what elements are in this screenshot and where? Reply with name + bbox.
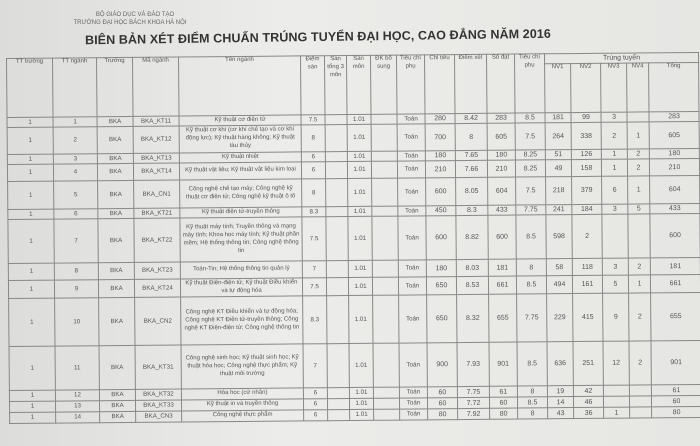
table-cell: 605	[649, 122, 699, 149]
table-cell: 161	[572, 276, 602, 294]
table-cell: 600	[426, 216, 456, 260]
table-cell: 8.53	[456, 277, 488, 295]
table-cell: 8	[302, 179, 326, 207]
table-cell: 126	[571, 149, 601, 159]
table-cell: 433	[650, 204, 700, 215]
table-cell: 1	[9, 298, 55, 346]
table-row	[9, 293, 700, 347]
table-cell: 251	[573, 342, 603, 386]
table-cell: 49	[545, 160, 571, 177]
table-cell: 1	[7, 164, 53, 181]
table-cell	[372, 216, 398, 260]
table-cell: 60	[427, 398, 457, 409]
table-cell: 1	[627, 122, 649, 149]
table-cell: 241	[546, 205, 572, 215]
table-cell	[629, 396, 651, 407]
table-cell: 210	[487, 160, 515, 177]
table-cell: 661	[650, 275, 700, 293]
table-cell: 8	[301, 125, 325, 152]
table-cell	[372, 206, 398, 216]
major-name-cell: Kỹ thuật Điện-điện tử; Kỹ thuật Điều khiển và tự động hóa	[180, 278, 302, 297]
table-cell: 1.01	[348, 278, 372, 296]
table-cell: 1	[9, 346, 55, 390]
table-cell: 7.66	[455, 161, 487, 178]
table-cell: Toán	[399, 387, 427, 398]
table-cell: 80	[428, 409, 458, 420]
table-cell	[328, 410, 350, 421]
table-cell	[327, 296, 349, 344]
table-cell: 7	[302, 261, 326, 278]
table-cell: BKA_KT22	[134, 218, 180, 262]
column-header: Sàn môn	[346, 55, 371, 114]
table-cell: BKA_KT33	[135, 400, 181, 411]
table-cell: 180	[426, 260, 456, 277]
table-cell	[326, 261, 348, 278]
table-cell: BKA	[98, 209, 134, 219]
table-cell: 1.01	[349, 399, 373, 410]
table-cell: 3	[53, 154, 97, 164]
table-cell: Toán	[397, 124, 425, 151]
table-cell: 2	[627, 159, 649, 176]
table-cell: 210	[649, 159, 699, 176]
table-cell: 8.3	[302, 207, 326, 217]
university-name: TRƯỜNG ĐẠI HỌC BÁCH KHOA HÀ NỘI	[73, 20, 187, 26]
table-cell	[371, 161, 397, 178]
table-cell: 7.72	[457, 398, 489, 409]
table-cell: 181	[488, 259, 516, 276]
table-cell	[373, 343, 399, 387]
table-cell: 7.93	[457, 343, 489, 387]
table-cell: 7.5	[301, 115, 325, 125]
column-header: TT trường	[7, 58, 54, 117]
table-cell: BKA_KT32	[135, 389, 181, 400]
table-cell: Toán	[399, 343, 427, 387]
table-cell: BKA	[97, 127, 133, 154]
table-cell: 36	[574, 408, 604, 419]
table-cell: BKA	[98, 181, 134, 209]
table-cell: Toán	[398, 277, 426, 295]
table-header	[7, 52, 700, 117]
column-header: Sàn tổng 3 môn	[324, 56, 347, 115]
table-cell: 8.5	[517, 342, 547, 386]
table-cell: BKA	[100, 412, 136, 423]
table-body	[7, 112, 700, 424]
table-cell: 8.5	[515, 113, 545, 123]
table-cell: 494	[546, 276, 572, 294]
table-cell: 1.01	[347, 162, 371, 179]
table-cell: 2	[572, 215, 602, 259]
column-header: ĐK bổ sung	[370, 55, 397, 114]
table-cell: 8	[517, 386, 547, 397]
table-cell: 1	[601, 159, 627, 176]
major-name-cell: Kỹ thuật nhiệt	[179, 152, 301, 163]
table-cell: 8	[516, 259, 546, 276]
table-cell: 99	[571, 112, 601, 122]
table-cell: 7.5	[302, 217, 326, 261]
table-cell: 2	[629, 293, 651, 341]
table-cell: BKA	[99, 401, 135, 412]
table-cell: Toán	[398, 260, 426, 277]
table-cell: 7.5	[515, 123, 545, 150]
major-name-cell: Kỹ thuật in và truyền thông	[181, 399, 303, 411]
table-cell: BKA_KT24	[134, 279, 180, 297]
table-cell: BKA_KT23	[134, 262, 180, 279]
sub-column-header: NV1	[545, 64, 571, 113]
table-cell: 901	[489, 342, 517, 386]
table-cell: BKA_KT14	[133, 163, 179, 180]
table-cell: 6	[54, 209, 98, 219]
table-cell: 600	[650, 214, 700, 258]
table-cell: 184	[572, 205, 602, 215]
table-cell: Toán	[397, 114, 425, 124]
table-cell: BKA	[98, 263, 134, 280]
table-cell: 14	[547, 397, 573, 408]
table-cell: 13	[55, 401, 99, 412]
table-cell: 8	[518, 408, 548, 419]
table-cell: 5	[54, 181, 98, 209]
table-cell: 7.75	[516, 205, 546, 215]
table-cell: 1.01	[347, 125, 371, 152]
table-cell: 4	[53, 164, 97, 181]
table-cell	[325, 152, 347, 162]
table-cell: 1	[628, 176, 650, 204]
table-cell: 1	[604, 407, 630, 418]
table-cell: 1	[601, 149, 627, 159]
table-cell: 6	[304, 410, 328, 421]
table-cell: 218	[546, 177, 572, 205]
table-cell: 61	[489, 386, 517, 397]
table-cell	[325, 162, 347, 179]
table-cell: 8.3	[456, 206, 488, 216]
table-cell: 636	[547, 342, 573, 386]
table-cell: 7	[54, 219, 98, 263]
table-cell: BKA	[98, 219, 134, 263]
table-cell: 8.03	[456, 260, 488, 277]
table-cell: 7.5	[516, 177, 546, 205]
table-cell: Toán	[399, 295, 427, 343]
table-cell: 12	[55, 390, 99, 401]
table-cell: Toán	[400, 409, 428, 420]
table-cell: 379	[572, 177, 602, 205]
table-cell: 661	[488, 276, 516, 294]
table-cell: 1.01	[349, 388, 373, 399]
table-cell: BKA_CN2	[135, 297, 181, 345]
column-header: Chỉ tiêu	[424, 55, 455, 114]
table-cell: BKA_KT13	[133, 153, 179, 163]
table-cell: 6	[301, 162, 325, 179]
table-cell: 415	[573, 294, 603, 342]
major-name-cell: Hóa học (cử nhân)	[181, 388, 303, 400]
table-cell: 2	[53, 127, 97, 154]
table-cell: Toán	[398, 206, 426, 216]
table-cell: 61	[651, 385, 700, 396]
table-cell: 1	[9, 390, 55, 401]
table-cell: BKA_KT11	[133, 116, 179, 126]
table-cell: 118	[572, 259, 602, 276]
table-cell: 8.3	[303, 296, 327, 344]
table-cell: 42	[573, 386, 603, 397]
ministry-name: BỘ GIÁO DỤC VÀ ĐÀO TẠO	[95, 12, 175, 18]
table-cell: 1	[628, 275, 650, 293]
table-cell: 5	[602, 275, 628, 293]
table-cell: 604	[488, 177, 516, 205]
table-cell: BKA	[98, 280, 134, 298]
table-cell: 3	[602, 204, 628, 214]
table-cell: 604	[650, 176, 700, 204]
table-cell: Toán	[398, 216, 426, 260]
table-cell: 6	[301, 152, 325, 162]
table-cell: 1	[7, 117, 53, 127]
table-cell: 6	[602, 176, 628, 204]
table-cell: 1.01	[348, 261, 372, 278]
table-cell	[603, 396, 629, 407]
table-cell: Toán	[399, 398, 427, 409]
table-cell: 46	[573, 397, 603, 408]
table-cell: 700	[425, 124, 455, 151]
table-cell	[602, 214, 628, 258]
table-cell: BKA	[99, 390, 135, 401]
table-cell: Toán	[397, 161, 425, 178]
column-header: Tiêu chí phụ	[396, 55, 425, 114]
table-cell: 8.5	[516, 276, 546, 294]
table-cell: 11	[55, 346, 99, 390]
table-cell: 1	[8, 263, 54, 280]
table-cell	[373, 387, 399, 398]
table-cell	[327, 388, 349, 399]
table-cell: 1.01	[347, 114, 371, 124]
table-cell: 1	[8, 280, 54, 298]
table-cell: 280	[425, 114, 455, 124]
table-cell: 1	[8, 209, 54, 219]
major-name-cell: Công nghệ thực phẩm	[182, 410, 304, 422]
table-cell	[327, 344, 349, 388]
table-cell: 58	[546, 259, 572, 276]
table-row	[9, 341, 700, 391]
table-cell: 180	[425, 151, 455, 161]
major-name-cell: Kỹ thuật máy tính; Truyền thông và mạng máy tính; Khoa học máy tính; Kỹ thuật phần mềm; Hệ thống thông tin; Công nghệ thông tin	[180, 217, 302, 262]
table-cell: 229	[547, 294, 573, 342]
table-cell: 181	[545, 113, 571, 123]
table-cell	[629, 385, 651, 396]
table-cell: 51	[545, 150, 571, 160]
table-cell: 2	[628, 258, 650, 275]
table-cell: 3	[602, 258, 628, 275]
table-cell	[326, 217, 348, 261]
table-cell: 1	[7, 127, 53, 154]
table-cell	[326, 278, 348, 296]
table-cell: 180	[649, 149, 699, 160]
table-cell: 210	[425, 161, 455, 178]
table-cell: 2	[629, 341, 651, 385]
table-cell: 655	[651, 293, 700, 341]
table-cell	[372, 277, 398, 295]
column-header: Điểm sàn	[300, 56, 325, 115]
sub-column-header: NV2	[571, 63, 601, 112]
table-cell	[628, 214, 650, 258]
table-cell: 1	[7, 154, 53, 164]
table-cell	[373, 295, 399, 343]
major-name-cell: Kỹ thuật cơ điện tử	[179, 115, 301, 126]
table-cell: BKA	[97, 116, 133, 126]
table-cell: BKA	[99, 346, 135, 390]
table-cell	[372, 260, 398, 277]
table-cell: 598	[546, 215, 572, 259]
table-cell: 1.01	[348, 207, 372, 217]
table-cell: 450	[426, 206, 456, 216]
column-header: Điểm xét	[454, 54, 487, 113]
table-cell: 1.01	[347, 152, 371, 162]
table-cell: 7.65	[455, 150, 487, 160]
table-cell: 433	[488, 205, 516, 215]
table-cell: 7.75	[517, 294, 547, 342]
table-cell: BKA	[97, 164, 133, 181]
table-cell	[326, 179, 348, 207]
major-name-cell: Công nghệ KT Điều khiển và tự động hóa; Công nghệ KT Điện tử-truyền thông; Công nghệ KT Điện-điện tử; Công nghệ thông tin	[181, 296, 303, 345]
table-cell: 7.75	[457, 387, 489, 398]
table-cell	[371, 114, 397, 124]
sub-column-header: Tổng	[649, 63, 699, 112]
table-cell: BKA_CN3	[136, 411, 182, 422]
table-cell: 8	[54, 263, 98, 280]
table-cell: 338	[571, 122, 601, 149]
table-cell: 264	[545, 123, 571, 150]
table-cell: 283	[649, 112, 699, 123]
table-cell: 6	[303, 399, 327, 410]
group-header-trung-tuyen: Trúng tuyển	[544, 52, 698, 63]
table-cell: 60	[427, 387, 457, 398]
table-cell: 1	[8, 181, 54, 209]
column-header: Tên ngành	[178, 56, 301, 116]
table-cell: 600	[488, 215, 516, 259]
table-cell: 8.82	[456, 216, 488, 260]
table-cell: 1	[10, 401, 56, 412]
table-cell	[371, 124, 397, 151]
table-cell: 1	[8, 219, 54, 263]
major-name-cell: Kỹ thuật vật liệu; Kỹ thuật vật liệu kim loại	[179, 162, 301, 180]
table-cell	[325, 115, 347, 125]
table-cell: Toán	[397, 151, 425, 161]
table-cell: 655	[489, 294, 517, 342]
table-cell: 1.01	[350, 410, 374, 421]
table-cell: 1.01	[348, 179, 372, 207]
table-cell	[327, 399, 349, 410]
table-cell	[603, 385, 629, 396]
sub-column-header: NV4	[627, 63, 649, 112]
table-cell: 9	[603, 293, 629, 341]
table-cell: 9	[54, 280, 98, 298]
table-cell	[627, 112, 649, 122]
document-title: BIÊN BẢN XÉT ĐIỂM CHUẨN TRÚNG TUYỂN ĐẠI HỌC, CAO ĐẲNG NĂM 2016	[84, 26, 552, 48]
table-cell: 5	[628, 204, 650, 214]
table-cell: 8.5	[516, 215, 546, 259]
table-cell: 80	[652, 407, 700, 418]
table-cell: 80	[490, 408, 518, 419]
table-cell: BKA_KT31	[135, 345, 181, 389]
table-cell	[373, 398, 399, 409]
column-header: Trường	[97, 57, 134, 116]
table-cell: 8.25	[515, 150, 545, 160]
table-cell	[371, 151, 397, 161]
table-cell: Toán	[398, 178, 426, 206]
table-cell: 19	[547, 386, 573, 397]
table-cell: 10	[55, 298, 99, 346]
table-row	[8, 214, 700, 264]
table-cell	[325, 125, 347, 152]
table-cell: 605	[487, 123, 515, 150]
major-name-cell: Toán-Tin; Hệ thống thông tin quản lý	[180, 261, 302, 279]
table-cell: 7.92	[458, 409, 490, 420]
admission-score-table	[6, 52, 700, 424]
major-name-cell: Công nghệ chế tạo máy; Công nghệ kỹ thuật cơ điện tử; Công nghệ kỹ thuật ô tô	[180, 179, 302, 208]
table-cell: BKA	[99, 298, 135, 346]
table-cell: 60	[651, 396, 700, 407]
table-cell: BKA	[97, 154, 133, 164]
table-cell: 8.05	[456, 178, 488, 206]
table-cell: 1.01	[349, 296, 373, 344]
table-cell: 8.32	[457, 295, 489, 343]
table-cell: 2	[627, 149, 649, 159]
column-header: Số đạt	[486, 54, 515, 113]
table-cell: 900	[427, 343, 457, 387]
table-cell: 1.01	[349, 344, 373, 388]
major-name-cell: Kỹ thuật điện tử-truyền thông	[180, 207, 302, 218]
table-cell: 283	[487, 113, 515, 123]
table-cell: BKA_KT21	[134, 208, 180, 218]
table-cell: 43	[548, 408, 574, 419]
table-cell: 2	[601, 122, 627, 149]
table-cell: 901	[651, 341, 700, 385]
table-cell: 650	[427, 295, 457, 343]
table-cell: 180	[487, 150, 515, 160]
table-cell	[374, 409, 400, 420]
major-name-cell: Công nghệ sinh học; Kỹ thuật sinh học; Kỹ thuật hóa học; Công nghệ thực phẩm; Kỹ thuật môi trường	[181, 344, 303, 389]
table-cell: 3	[601, 112, 627, 122]
table-cell	[372, 178, 398, 206]
table-cell: 600	[426, 178, 456, 206]
table-cell: 158	[571, 160, 601, 177]
table-cell	[630, 407, 652, 418]
table-cell: 1	[10, 412, 56, 423]
table-cell: 7.5	[302, 278, 326, 296]
table-cell: BKA_KT12	[133, 126, 179, 153]
table-cell: 1	[53, 117, 97, 127]
sub-column-header: NV3	[601, 63, 627, 112]
table-cell: 8.5	[517, 397, 547, 408]
table-cell: 8.42	[455, 113, 487, 123]
table-cell: 60	[489, 397, 517, 408]
table-cell: 650	[426, 277, 456, 295]
major-name-cell: Kỹ thuật cơ khí (cơ khí chế tạo và cơ khí động lực); Kỹ thuật hàng không; Kỹ thuật tàu thủy	[179, 125, 301, 153]
column-header: TT ngành	[53, 58, 98, 117]
table-cell: 8.25	[515, 160, 545, 177]
table-cell: 7	[303, 344, 327, 388]
table-cell: 6	[303, 388, 327, 399]
table-cell: BKA_CN1	[134, 180, 180, 208]
column-header: Mã ngành	[132, 57, 179, 116]
table-cell: 14	[56, 412, 100, 423]
table-cell: 181	[650, 258, 700, 275]
table-cell: 8	[455, 123, 487, 150]
table-cell: 12	[603, 341, 629, 385]
table-cell: 1.01	[348, 217, 372, 261]
table-cell	[326, 207, 348, 217]
column-header: Tiêu chí phụ	[514, 54, 545, 113]
